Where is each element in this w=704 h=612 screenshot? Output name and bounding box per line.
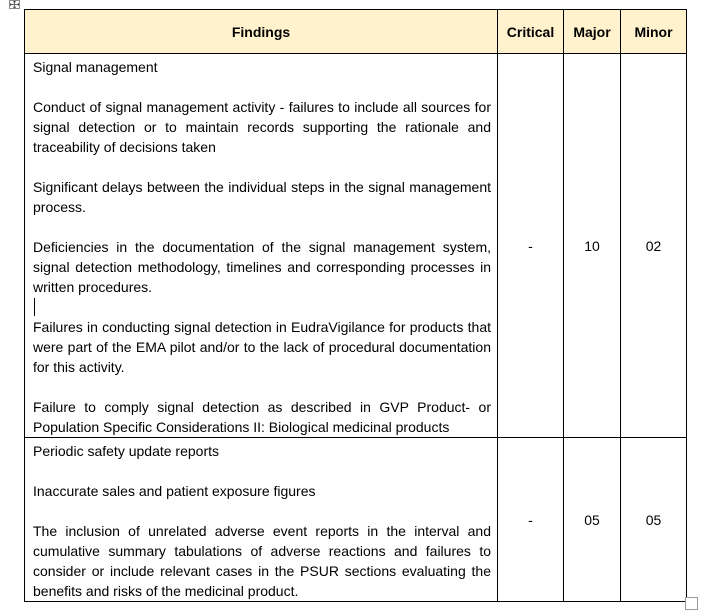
table-row (25, 438, 687, 602)
findings-cell-psur[interactable] (25, 438, 498, 602)
findings-cell-signal-management[interactable] (25, 54, 498, 438)
finding-item: Failure to comply signal detection as described in GVP Product- or Population Specific Considerations II: Biological medicinal products (33, 399, 491, 435)
row-title: Periodic safety update reports (33, 443, 219, 459)
header-minor: Minor (621, 10, 687, 54)
major-count[interactable]: 10 (564, 54, 621, 438)
finding-item: Inaccurate sales and patient exposure figures (33, 483, 316, 499)
row-title: Signal management (33, 59, 158, 75)
header-findings: Findings (25, 10, 498, 54)
major-count[interactable]: 05 (564, 438, 621, 602)
finding-item: The inclusion of unrelated adverse event reports in the interval and cumulative summary tabulations of adverse reactions and failures to consider or include relevant cases in the PSUR sections evaluating the benefits and risks of the medicinal product. (33, 523, 491, 599)
critical-count[interactable]: - (498, 54, 564, 438)
table-resize-handle-icon[interactable] (685, 597, 698, 610)
header-critical: Critical (498, 10, 564, 54)
critical-count[interactable]: - (498, 438, 564, 602)
finding-item: Significant delays between the individual steps in the signal management process. (33, 179, 491, 215)
table-move-handle-icon[interactable] (9, 0, 20, 9)
empty-paragraph (33, 297, 491, 317)
text-cursor (34, 298, 35, 316)
finding-item: Deficiencies in the documentation of the signal management system, signal detection methodology, timelines and corresponding processes in written procedures. (33, 239, 491, 295)
minor-count[interactable]: 05 (621, 438, 687, 602)
header-row (25, 10, 687, 54)
table-row (25, 54, 687, 438)
minor-count[interactable]: 02 (621, 54, 687, 438)
findings-table (24, 9, 687, 602)
finding-item: Conduct of signal management activity - failures to include all sources for signal detection or to maintain records supporting the rationale and traceability of decisions taken (33, 99, 491, 155)
finding-item: Failures in conducting signal detection in EudraVigilance for products that were part of the EMA pilot and/or to the lack of procedural documentation for this activity. (33, 319, 491, 375)
header-major: Major (564, 10, 621, 54)
